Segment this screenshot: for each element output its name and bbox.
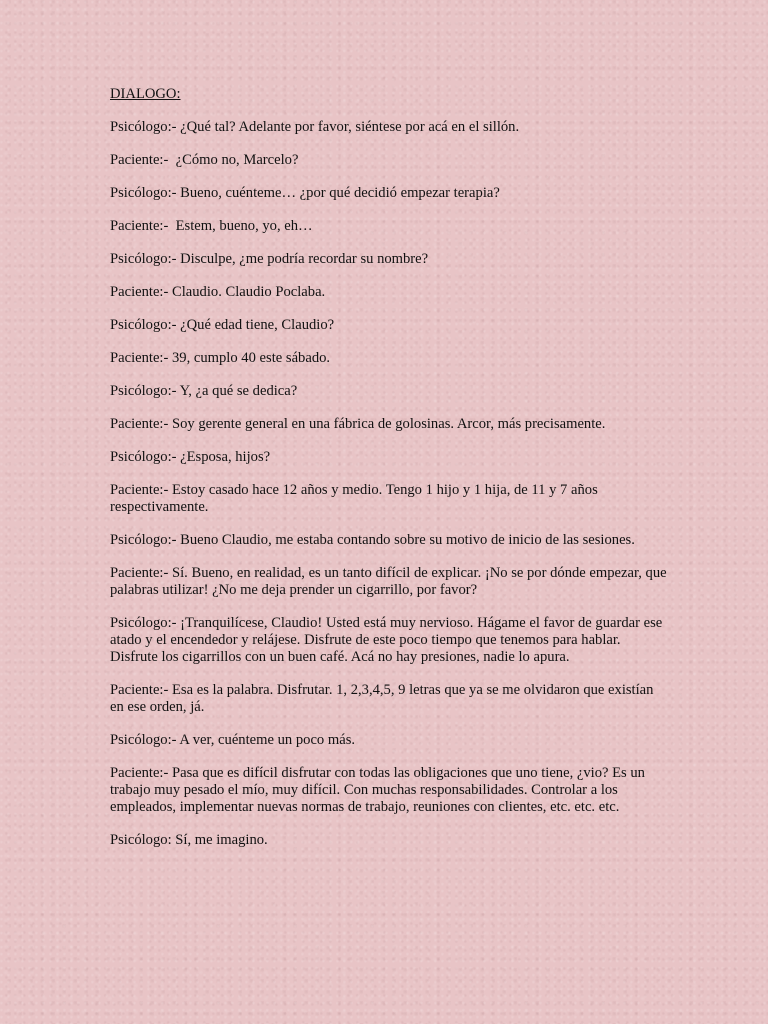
dialogue-line: Psicólogo:- ¡Tranquilícese, Claudio! Usted está muy nervioso. Hágame el favor de guardar ese atado y el encendedor y relájese. Disfrute de este poco tiempo que tenemos para hablar. Disfrute los cigarrillos con un buen café. Acá no hay presiones, nadie lo apura.	[110, 615, 666, 665]
dialogue-line: Paciente:- Sí. Bueno, en realidad, es un tanto difícil de explicar. ¡No se por dónde empezar, que palabras utilizar! ¿No me deja prender un cigarrillo, por favor?	[110, 565, 671, 598]
dialogue-line: Psicólogo:- ¿Esposa, hijos?	[110, 449, 271, 465]
dialogue-line: Psicólogo: Sí, me imagino.	[110, 832, 268, 848]
dialogue-line: Psicólogo:- Disculpe, ¿me podría recordar su nombre?	[110, 251, 429, 267]
dialogue-line: Psicólogo:- Y, ¿a qué se dedica?	[110, 383, 298, 399]
dialogue-line: Paciente:- Claudio. Claudio Poclaba.	[110, 284, 326, 300]
dialogue-line: Paciente:- Estoy casado hace 12 años y medio. Tengo 1 hijo y 1 hija, de 11 y 7 años respectivamente.	[110, 482, 602, 515]
document-page	[110, 86, 670, 865]
dialogue-line: Psicólogo:- ¿Qué edad tiene, Claudio?	[110, 317, 335, 333]
document-title: DIALOGO:	[110, 86, 181, 102]
dialogue-line: Paciente:- Soy gerente general en una fábrica de golosinas. Arcor, más precisamente.	[110, 416, 606, 432]
dialogue-line: Psicólogo:- Bueno Claudio, me estaba contando sobre su motivo de inicio de las sesiones.	[110, 532, 635, 548]
dialogue-line: Paciente:- Estem, bueno, yo, eh…	[110, 218, 313, 234]
dialogue-line: Paciente:- ¿Cómo no, Marcelo?	[110, 152, 299, 168]
dialogue-line: Paciente:- 39, cumplo 40 este sábado.	[110, 350, 331, 366]
dialogue-line: Psicólogo:- Bueno, cuénteme… ¿por qué decidió empezar terapia?	[110, 185, 500, 201]
dialogue-line: Psicólogo:- A ver, cuénteme un poco más.	[110, 732, 356, 748]
dialogue-line: Paciente:- Pasa que es difícil disfrutar con todas las obligaciones que uno tiene, ¿vio? Es un trabajo muy pesado el mío, muy difícil. Con muchas responsabilidades. Controlar a los empleados, implementar nuevas normas de trabajo, reuniones con clientes, etc. etc. etc.	[110, 765, 649, 815]
dialogue-line: Paciente:- Esa es la palabra. Disfrutar. 1, 2,3,4,5, 9 letras que ya se me olvidaron que existían en ese orden, já.	[110, 682, 658, 715]
dialogue-line: Psicólogo:- ¿Qué tal? Adelante por favor, siéntese por acá en el sillón.	[110, 119, 520, 135]
